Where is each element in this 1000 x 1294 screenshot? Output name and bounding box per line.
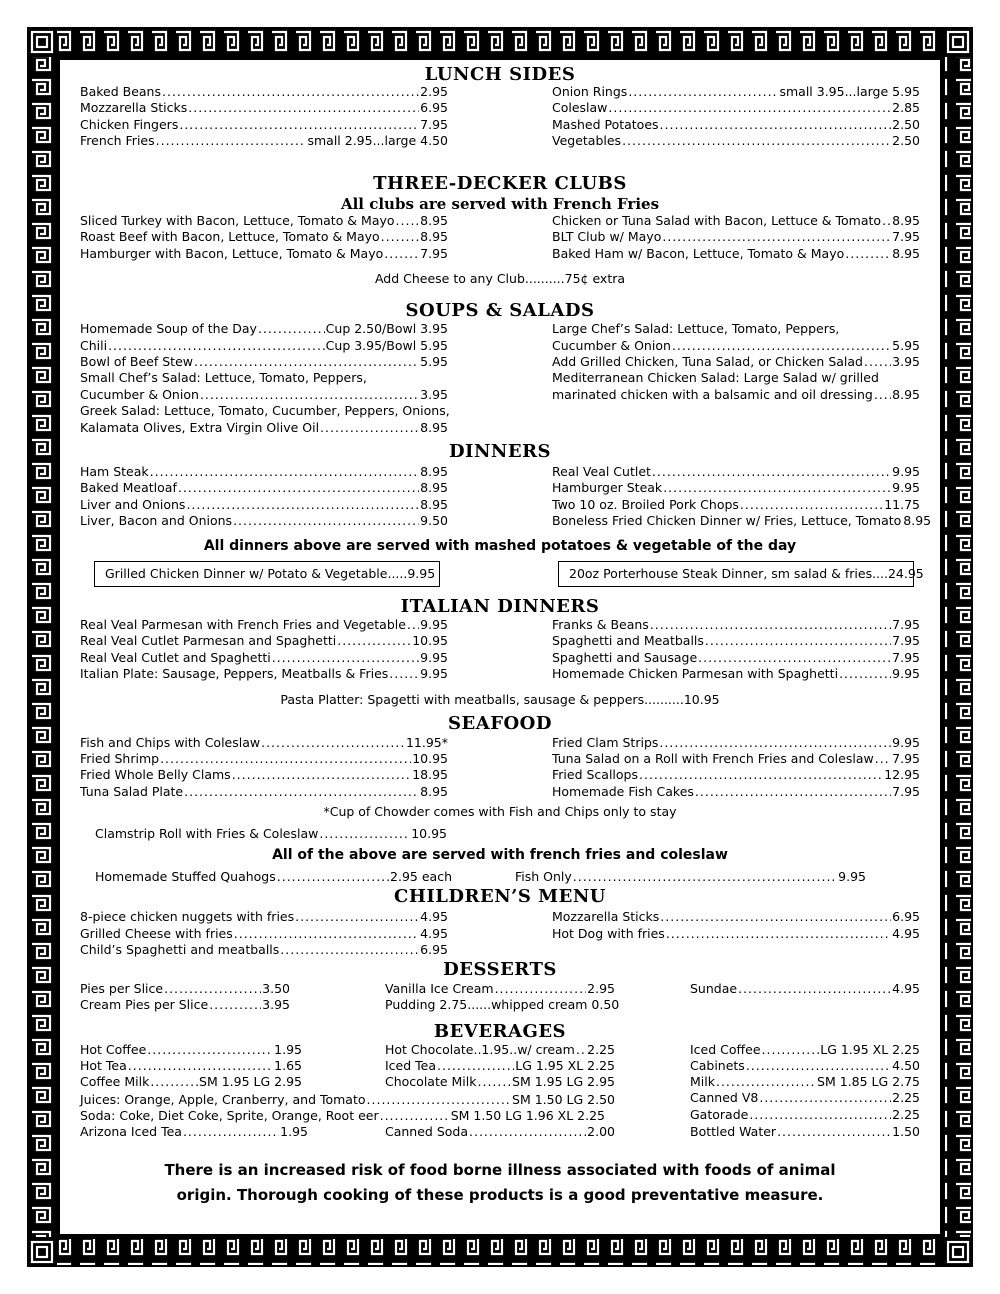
menu-item: Coffee Milk ..... SM 1.95 LG 2.95 bbox=[80, 1074, 302, 1090]
menu-item: Liver and Onions ..... 8.95 bbox=[80, 497, 448, 513]
menu-item: Pies per Slice ..... 3.50 bbox=[80, 981, 290, 997]
menu-item-text: Small Chef’s Salad: Lettuce, Tomato, Peppers, bbox=[80, 370, 367, 385]
special-box-porterhouse: 20oz Porterhouse Steak Dinner, sm salad & fries....24.95 bbox=[558, 561, 914, 587]
menu-item: Roast Beef with Bacon, Lettuce, Tomato & Mayo ..... 8.95 bbox=[80, 229, 448, 245]
menu-item: Bowl of Beef Stew ..... 5.95 bbox=[80, 354, 448, 370]
menu-item: Add Grilled Chicken, Tuna Salad, or Chicken Salad ..... 3.95 bbox=[552, 354, 920, 370]
seafood-served-note: All of the above are served with french fries and coleslaw bbox=[272, 847, 728, 863]
menu-item: Fried Clam Strips ..... 9.95 bbox=[552, 735, 920, 751]
menu-item: Bottled Water ..... 1.50 bbox=[690, 1124, 920, 1140]
special-box-grilled-chicken: Grilled Chicken Dinner w/ Potato & Vegetable.....9.95 bbox=[94, 561, 440, 587]
clubs-heading: THREE-DECKER CLUBS bbox=[373, 173, 627, 194]
menu-item: Ham Steak ..... 8.95 bbox=[80, 464, 448, 480]
clubs-subheading: All clubs are served with French Fries bbox=[340, 195, 660, 213]
menu-item: Grilled Cheese with fries ..... 4.95 bbox=[80, 926, 448, 942]
menu-item: Arizona Iced Tea ..... 1.95 bbox=[80, 1124, 308, 1140]
menu-item: marinated chicken with a balsamic and oil dressing ..... 8.95 bbox=[552, 387, 920, 403]
menu-item: Onion Rings ..... small 3.95...large 5.95 bbox=[552, 84, 920, 100]
menu-item: Homemade Chicken Parmesan with Spaghetti ..... 9.95 bbox=[552, 666, 920, 682]
menu-item-text: Mediterranean Chicken Salad: Large Salad w/ grilled bbox=[552, 370, 879, 385]
menu-item: Gatorade ..... 2.25 bbox=[690, 1107, 920, 1123]
pasta-platter-note: Pasta Platter: Spagetti with meatballs, sausage & peppers..........10.95 bbox=[280, 692, 720, 707]
seafood-heading: SEAFOOD bbox=[448, 713, 552, 734]
menu-item: Kalamata Olives, Extra Virgin Olive Oil ..... 8.95 bbox=[80, 420, 448, 436]
menu-item: Hot Tea ..... 1.65 bbox=[80, 1058, 302, 1074]
menu-item: Homemade Stuffed Quahogs ..... 2.95 each bbox=[95, 869, 452, 885]
menu-item: French Fries ..... small 2.95...large 4.50 bbox=[80, 133, 448, 149]
menu-item: Baked Ham w/ Bacon, Lettuce, Tomato & Mayo ..... 8.95 bbox=[552, 246, 920, 262]
menu-item: Hot Coffee ..... 1.95 bbox=[80, 1042, 302, 1058]
menu-item: Hamburger with Bacon, Lettuce, Tomato & Mayo ..... 7.95 bbox=[80, 246, 448, 262]
lunch-sides-heading: LUNCH SIDES bbox=[424, 64, 576, 85]
desserts-heading: DESSERTS bbox=[443, 959, 557, 980]
menu-item-text: Large Chef’s Salad: Lettuce, Tomato, Peppers, bbox=[552, 321, 840, 336]
menu-item-text: Pudding 2.75......whipped cream 0.50 bbox=[385, 997, 620, 1012]
menu-item: Hot Dog with fries ..... 4.95 bbox=[552, 926, 920, 942]
menu-item: Baked Meatloaf ..... 8.95 bbox=[80, 480, 448, 496]
clubs-note: Add Cheese to any Club..........75¢ extra bbox=[374, 271, 626, 286]
italian-heading: ITALIAN DINNERS bbox=[400, 596, 600, 617]
menu-item: Fried Whole Belly Clams ..... 18.95 bbox=[80, 767, 448, 783]
menu-item: Canned Soda ..... 2.00 bbox=[385, 1124, 615, 1140]
menu-item-text: Greek Salad: Lettuce, Tomato, Cucumber, Peppers, Onions, bbox=[80, 403, 450, 418]
menu-item: Milk ..... SM 1.85 LG 2.75 bbox=[690, 1074, 920, 1090]
children-heading: CHILDREN’S MENU bbox=[394, 886, 606, 907]
menu-item: Mashed Potatoes ..... 2.50 bbox=[552, 117, 920, 133]
chowder-note: *Cup of Chowder comes with Fish and Chips only to stay bbox=[323, 804, 677, 819]
menu-item: Vegetables ..... 2.50 bbox=[552, 133, 920, 149]
dinners-heading: DINNERS bbox=[448, 441, 552, 462]
menu-item: Chocolate Milk ..... SM 1.95 LG 2.95 bbox=[385, 1074, 615, 1090]
menu-item: Tuna Salad Plate ..... 8.95 bbox=[80, 784, 448, 800]
menu-item: Cucumber & Onion ..... 5.95 bbox=[552, 338, 920, 354]
menu-item: Iced Coffee ..... LG 1.95 XL 2.25 bbox=[690, 1042, 920, 1058]
menu-item: Cucumber & Onion ..... 3.95 bbox=[80, 387, 448, 403]
menu-item: Real Veal Parmesan with French Fries and Vegetable ..... 9.95 bbox=[80, 617, 448, 633]
menu-item: Hamburger Steak ..... 9.95 bbox=[552, 480, 920, 496]
menu-item: Juices: Orange, Apple, Cranberry, and Tomato ..... SM 1.50 LG 2.50 bbox=[80, 1092, 615, 1108]
menu-item: Two 10 oz. Broiled Pork Chops ..... 11.75 bbox=[552, 497, 920, 513]
menu-item: Chicken Fingers ..... 7.95 bbox=[80, 117, 448, 133]
menu-item: Fish and Chips with Coleslaw ..... 11.95* bbox=[80, 735, 448, 751]
menu-item: Real Veal Cutlet and Spaghetti ..... 9.95 bbox=[80, 650, 448, 666]
menu-item: Homemade Soup of the Day ..... Cup 2.50/Bowl 3.95 bbox=[80, 321, 448, 337]
menu-item: Fried Scallops ..... 12.95 bbox=[552, 767, 920, 783]
dinners-note: All dinners above are served with mashed potatoes & vegetable of the day bbox=[203, 538, 797, 554]
menu-item: Iced Tea ..... LG 1.95 XL 2.25 bbox=[385, 1058, 615, 1074]
menu-item: Mozzarella Sticks ..... 6.95 bbox=[552, 909, 920, 925]
menu-item: Sundae ..... 4.95 bbox=[690, 981, 920, 997]
menu-item: Mozzarella Sticks ..... 6.95 bbox=[80, 100, 448, 116]
menu-item: Cream Pies per Slice ..... 3.95 bbox=[80, 997, 290, 1013]
menu-item: BLT Club w/ Mayo ..... 7.95 bbox=[552, 229, 920, 245]
menu-item: Coleslaw ..... 2.85 bbox=[552, 100, 920, 116]
menu-item: Cabinets ..... 4.50 bbox=[690, 1058, 920, 1074]
menu-item: Clamstrip Roll with Fries & Coleslaw ..... 10.95 bbox=[95, 826, 447, 842]
menu-item: Baked Beans ..... 2.95 bbox=[80, 84, 448, 100]
food-safety-warning-line-2: origin. Thorough cooking of these products is a good preventative measure. bbox=[176, 1186, 824, 1204]
soups-heading: SOUPS & SALADS bbox=[405, 300, 595, 321]
menu-item: Hot Chocolate..1.95..w/ cream ..... 2.25 bbox=[385, 1042, 615, 1058]
beverages-heading: BEVERAGES bbox=[433, 1021, 567, 1042]
menu-item: 8-piece chicken nuggets with fries ..... 4.95 bbox=[80, 909, 448, 925]
menu-item: Fish Only ..... 9.95 bbox=[515, 869, 866, 885]
menu-item: Sliced Turkey with Bacon, Lettuce, Tomato & Mayo ..... 8.95 bbox=[80, 213, 448, 229]
menu-item: Spaghetti and Sausage ..... 7.95 bbox=[552, 650, 920, 666]
menu-item: Homemade Fish Cakes ..... 7.95 bbox=[552, 784, 920, 800]
menu-item: Liver, Bacon and Onions ..... 9.50 bbox=[80, 513, 448, 529]
menu-item: Real Veal Cutlet ..... 9.95 bbox=[552, 464, 920, 480]
menu-item: Boneless Fried Chicken Dinner w/ Fries, Lettuce, Tomato 8.95 bbox=[552, 513, 932, 528]
food-safety-warning-line-1: There is an increased risk of food borne illness associated with foods of animal bbox=[164, 1161, 836, 1179]
menu-item: Real Veal Cutlet Parmesan and Spaghetti ..... 10.95 bbox=[80, 633, 448, 649]
menu-item: Italian Plate: Sausage, Peppers, Meatballs & Fries ..... 9.95 bbox=[80, 666, 448, 682]
menu-item: Soda: Coke, Diet Coke, Sprite, Orange, Root eer ..... SM 1.50 LG 1.96 XL 2.25 bbox=[80, 1108, 605, 1124]
menu-item: Canned V8 ..... 2.25 bbox=[690, 1090, 920, 1106]
menu-item: Spaghetti and Meatballs ..... 7.95 bbox=[552, 633, 920, 649]
menu-item: Fried Shrimp ..... 10.95 bbox=[80, 751, 448, 767]
menu-item: Child’s Spaghetti and meatballs ..... 6.95 bbox=[80, 942, 448, 958]
menu-item: Tuna Salad on a Roll with French Fries and Coleslaw ..... 7.95 bbox=[552, 751, 920, 767]
menu-item: Chicken or Tuna Salad with Bacon, Lettuce & Tomato ..... 8.95 bbox=[552, 213, 920, 229]
menu-item: Franks & Beans ..... 7.95 bbox=[552, 617, 920, 633]
menu-item: Vanilla Ice Cream ..... 2.95 bbox=[385, 981, 615, 997]
menu-item: Chili ..... Cup 3.95/Bowl 5.95 bbox=[80, 338, 448, 354]
